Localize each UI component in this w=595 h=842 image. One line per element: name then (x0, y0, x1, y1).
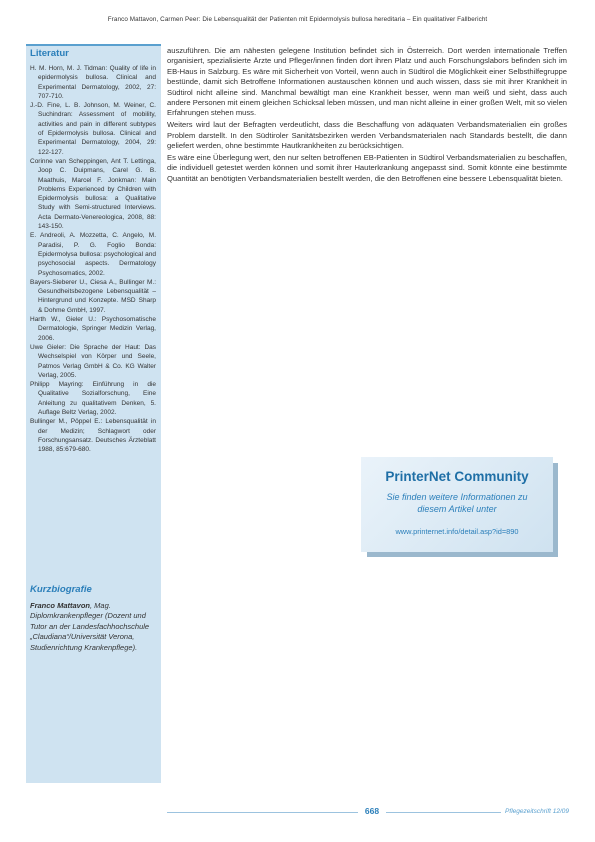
reference-item: Bullinger M., Pöppel E.: Lebensqualität in der Medizin; Schlagwort oder Forschungsansatz. Deutsches Ärzteblatt 1988, 85:679-680. (30, 418, 156, 454)
reference-item: Uwe Gieler: Die Sprache der Haut: Das Wechselspiel von Körper und Seele, Patmos Verlag GmbH & Co. KG Walter Verlag, 2005. (30, 343, 156, 379)
bio-heading: Kurzbiografie (30, 584, 92, 595)
promo-link[interactable]: www.printernet.info/detail.asp?id=890 (395, 527, 519, 536)
reference-item: J.-D. Fine, L. B. Johnson, M. Weiner, C. Suchindran: Assessment of mobility, activities and pain in different subtypes of Epidermolysis bullosa. Clinical and Experimental Dermatology, 2004, 29: 122-127. (30, 102, 156, 156)
reference-item: Corinne van Scheppingen, Ant T. Lettinga, Joop C. Duipmans, Carel G. B. Maathuis, Marcel F. Jonkman: Main Problems Experienced by Children with Epidermolysis bullosa: a Qualitative Study with Semi-structured Interviews. Acta Dermato-Venereologica, 2008, 88: 143-150. (30, 157, 156, 231)
author-bio (30, 601, 155, 653)
article-body (167, 46, 567, 186)
bio-text: , Mag. Diplomkrankenpfleger (Dozent und Tutor an der Landesfachhochschule „Claudiana“/Universität Verona, Studienrichtung Krankenpflege). (30, 601, 150, 652)
promo-text: Sie finden weitere Informationen zu diesem Artikel unter (386, 492, 528, 514)
literature-heading: Literatur (30, 48, 69, 59)
running-header: Franco Mattavon, Carmen Peer: Die Lebensqualität der Patienten mit Epidermolysis bullosa hereditaria – Ein qualitativer Fallbericht (107, 16, 488, 23)
footer-journal: Pflegezeitschrift 12/09 (501, 808, 569, 815)
reference-item: E. Andreoli, A. Mozzetta, C. Angelo, M. Paradisi, P. G. Foglio Bonda: Epidermolysa bullosa: psychological and psychosocial aspects. Dermatology Psychosomatics, 2002. (30, 232, 156, 277)
reference-item: Harth W., Gieler U.: Psychosomatische Dermatologie, Springer Medizin Verlag, 2006. (30, 316, 156, 342)
community-promo-box (361, 457, 553, 552)
body-paragraph: Es wäre eine Überlegung wert, den nur selten betroffenen EB-Patienten in Südtirol Verbandsmaterialien zu beschaffen, die individuell getestet werden können und somit ihrer Hauterkrankung angepasst sind. Somit könnte eine bestimmte Quantität an benötigten Verbandsmaterialien bestellt werden, die den Betroffenen eine bessere Lebensqualität bieten. (167, 153, 567, 183)
reference-list (30, 64, 156, 454)
reference-item: Philipp Mayring: Einführung in die Qualitative Sozialforschung, Eine Anleitung zu qualitativem Denken, 5. Auflage Beltz Verlag, 2002. (30, 381, 156, 416)
reference-item: Bayers-Sieberer U., Ciesa A., Bullinger M.: Gesundheitsbezogene Lebensqualität – Hintergrund und Konzepte. MSD Sharp & Dohme GmbH, 1997. (30, 278, 156, 314)
promo-title: PrinterNet Community (385, 469, 529, 484)
reference-item: H. M. Horn, M. J. Tidman: Quality of life in epidermolysis bullosa. Clinical and Experimental Dermatology, 2002, 27: 707-710. (30, 65, 156, 100)
body-paragraph: auszuführen. Die am nähesten gelegene Institution befindet sich in Österreich. Dort werden internationale Treffen organisiert, spezialisierte Ärzte und Pfleger/innen finden dort ihren Platz und auch Forschungslabors befinden sich im EB-Haus in Salzburg. Es wäre mit Sicherheit von Vorteil, wenn auch in Südtirol die Möglichkeit einer Selbsthilfegruppe bestünde, damit sich Betroffene Informationen austauschen können und auch wissen, dass sie mit ihrer Krankheit in Südtirol nicht alleine sind. Manchmal bewältigt man eine Krankheit besser, wenn man weiß und sieht, dass auch andere Personen mit einem gleichen Schicksal leben müssen, und man nicht alleine in einer großen Welt, mit so vielen Erfahrungen stehen muss. (167, 46, 568, 118)
bio-author-name: Franco Mattavon (30, 601, 91, 610)
promo-shadow (553, 463, 558, 557)
page-number: 668 (358, 806, 386, 816)
promo-shadow (367, 552, 558, 557)
body-paragraph: Weiters wird laut der Befragten verdeutlicht, dass die Beschaffung von adäquaten Verbandsmaterialien ein großes Problem darstellt. In den Südtiroler Sanitätsbezirken werden Verbandsmaterialen nach Standards bestellt, die dann geliefert werden, ohne bestimmte Hautkrankheiten zu berücksichtigen. (167, 120, 567, 151)
